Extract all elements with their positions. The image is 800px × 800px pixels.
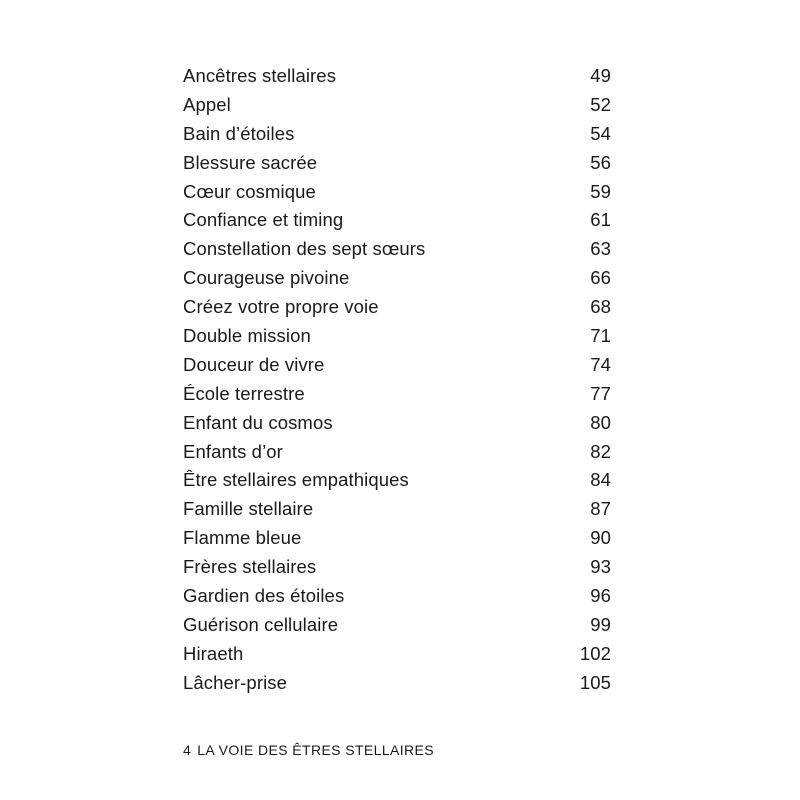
toc-entry-title: Famille stellaire: [183, 498, 314, 520]
toc-entry-page: 102: [579, 642, 611, 664]
toc-entry-title: Cœur cosmique: [183, 180, 316, 202]
toc-entry[interactable]: [183, 669, 611, 698]
toc-entry-page: 61: [590, 209, 611, 231]
toc-entry-title: Gardien des étoiles: [183, 585, 345, 607]
toc-entry-title: Enfant du cosmos: [183, 411, 333, 433]
toc-entry-title: Flamme bleue: [183, 527, 302, 549]
toc-entry-page: 54: [590, 122, 611, 144]
toc-entry[interactable]: [183, 611, 611, 640]
toc-entry-title: Ancêtres stellaires: [183, 65, 337, 86]
toc-entry[interactable]: [183, 149, 611, 178]
toc-entry[interactable]: [183, 91, 611, 120]
toc-entry[interactable]: [183, 640, 611, 669]
toc-entry-page: 49: [590, 65, 611, 86]
table-of-contents: [183, 62, 611, 698]
toc-entry-page: 59: [590, 180, 611, 202]
toc-entry-page: 71: [590, 325, 611, 347]
page-footer: [183, 742, 434, 758]
page-number: 4: [183, 742, 192, 758]
toc-entry[interactable]: [183, 582, 611, 611]
toc-entry-title: Être stellaires empathiques: [183, 469, 409, 491]
toc-entry[interactable]: [183, 495, 611, 524]
toc-entry[interactable]: [183, 466, 611, 495]
toc-entry-page: 105: [579, 671, 611, 693]
toc-entry[interactable]: [183, 409, 611, 438]
toc-entry-page: 99: [590, 613, 611, 635]
toc-entry[interactable]: [183, 438, 611, 467]
running-book-title: LA VOIE DES ÊTRES STELLAIRES: [197, 742, 435, 758]
toc-entry[interactable]: [183, 524, 611, 553]
toc-entry-page: 82: [590, 440, 611, 462]
toc-entry[interactable]: [183, 235, 611, 264]
toc-entry[interactable]: [183, 553, 611, 582]
toc-entry-title: Hiraeth: [183, 642, 244, 664]
toc-entry-title: Bain d’étoiles: [183, 122, 295, 144]
toc-entry-page: 87: [590, 498, 611, 520]
toc-entry-title: Lâcher-prise: [183, 671, 288, 693]
toc-entry-page: 52: [590, 93, 611, 115]
toc-entry-page: 66: [590, 267, 611, 289]
toc-entry-page: 90: [590, 527, 611, 549]
toc-entry-page: 80: [590, 411, 611, 433]
toc-entry-title: Blessure sacrée: [183, 151, 318, 173]
toc-entry-page: 63: [590, 238, 611, 260]
toc-entry-title: Double mission: [183, 325, 311, 347]
toc-entry-page: 68: [590, 296, 611, 318]
toc-entry-title: Guérison cellulaire: [183, 613, 339, 635]
toc-entry[interactable]: [183, 206, 611, 235]
toc-entry-page: 96: [590, 585, 611, 607]
toc-entry[interactable]: [183, 264, 611, 293]
toc-entry-page: 56: [590, 151, 611, 173]
toc-entry[interactable]: [183, 293, 611, 322]
toc-entry-title: Enfants d’or: [183, 440, 283, 462]
toc-entry[interactable]: [183, 120, 611, 149]
toc-entry[interactable]: [183, 322, 611, 351]
toc-entry[interactable]: [183, 178, 611, 207]
toc-entry-title: Courageuse pivoine: [183, 267, 350, 289]
toc-entry-page: 77: [590, 382, 611, 404]
toc-entry-title: Créez votre propre voie: [183, 296, 379, 318]
toc-entry-page: 74: [590, 353, 611, 375]
toc-entry[interactable]: [183, 380, 611, 409]
toc-entry[interactable]: [183, 62, 611, 91]
toc-entry-page: 84: [590, 469, 611, 491]
toc-entry-title: École terrestre: [183, 382, 305, 404]
toc-entry-title: Confiance et timing: [183, 209, 344, 231]
toc-entry-title: Constellation des sept sœurs: [183, 238, 426, 260]
toc-entry[interactable]: [183, 351, 611, 380]
toc-entry-page: 93: [590, 556, 611, 578]
toc-entry-title: Appel: [183, 93, 231, 115]
toc-entry-title: Frères stellaires: [183, 556, 317, 578]
toc-entry-title: Douceur de vivre: [183, 353, 325, 375]
